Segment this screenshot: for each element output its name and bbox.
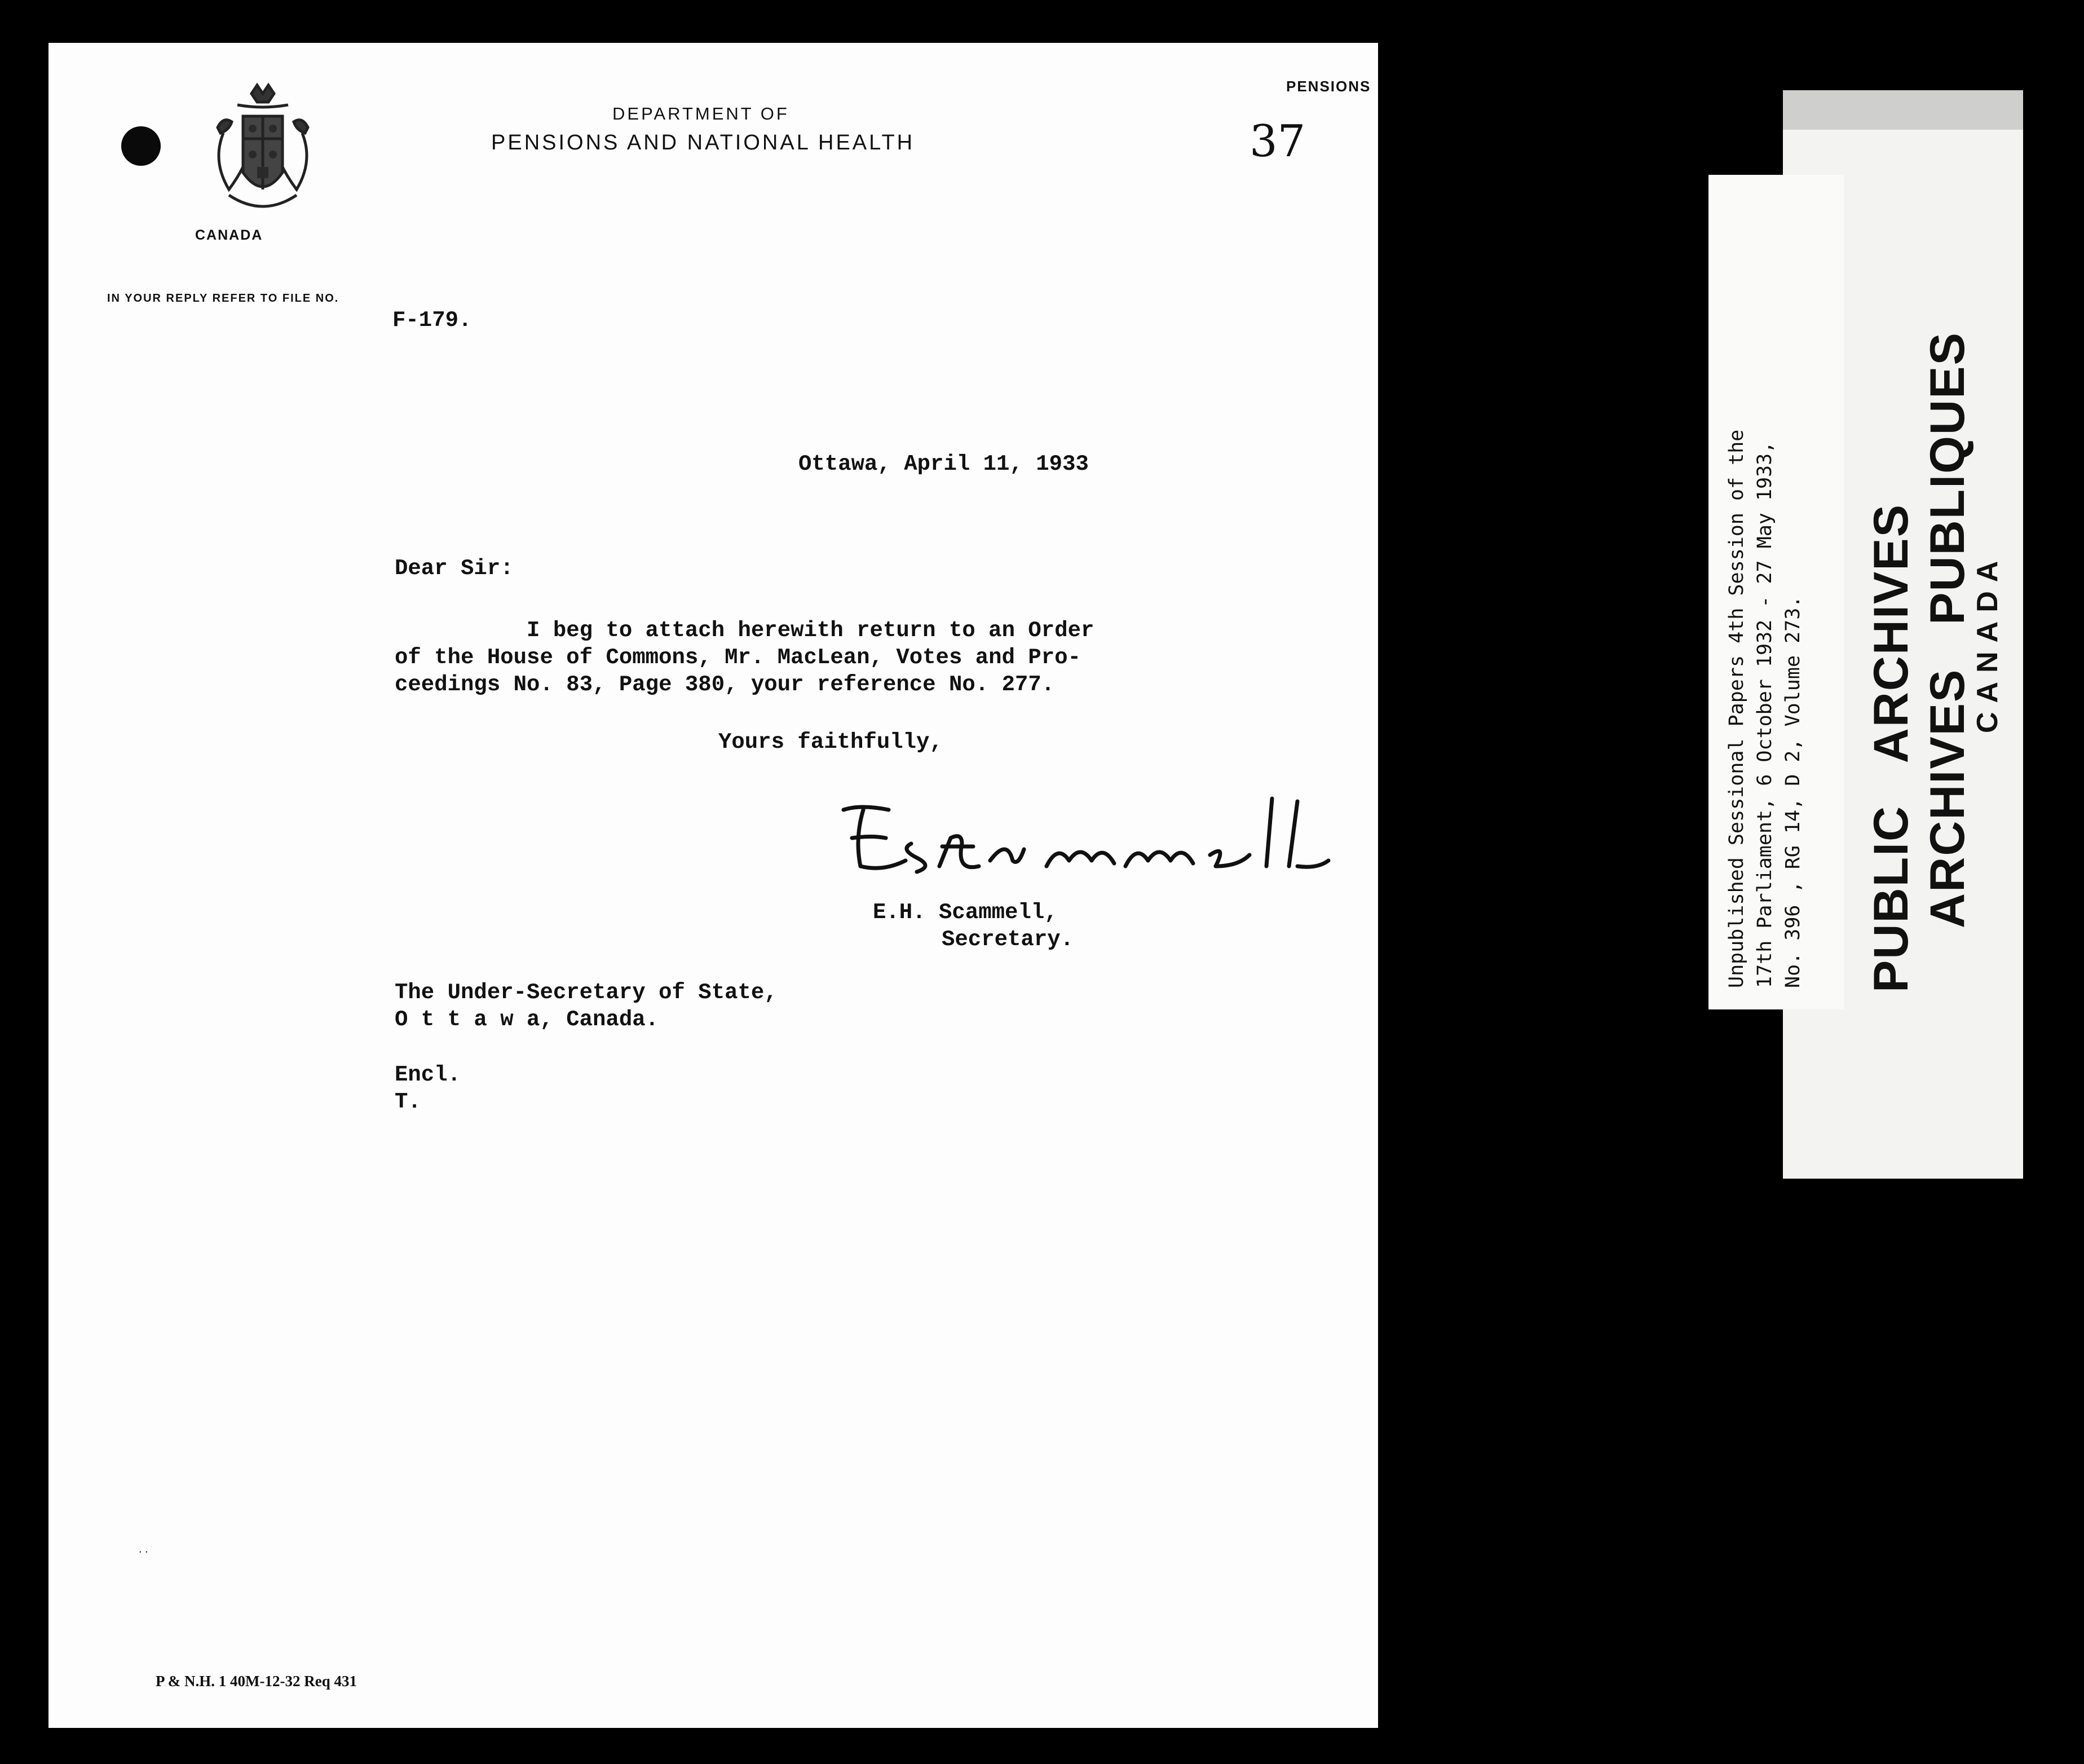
archive-stamp-french: ARCHIVES PUBLIQUES [1920, 332, 1975, 928]
reply-instruction: IN YOUR REPLY REFER TO FILE NO. [107, 292, 339, 305]
body-line: I beg to attach herewith return to an Order [395, 618, 1094, 643]
handwritten-signature [821, 776, 1362, 906]
country-label: CANADA [195, 227, 263, 243]
department-name: PENSIONS AND NATIONAL HEALTH [491, 131, 915, 155]
recipient-line: O t t a w a, Canada. [395, 1007, 659, 1032]
coat-of-arms-icon [189, 82, 336, 252]
letter-sheet [48, 43, 1378, 1728]
page-number: 37 [1249, 116, 1306, 167]
signatory-title: Secretary. [942, 927, 1074, 952]
recipient-line: The Under-Secretary of State, [395, 980, 778, 1005]
file-number: F-179. [392, 308, 472, 333]
body-line: ceedings No. 83, Page 380, your reference No. 277. [395, 672, 1055, 697]
category-label: PENSIONS [1286, 78, 1371, 95]
archive-stamp-english: PUBLIC ARCHIVES [1864, 504, 1918, 993]
enclosure-note: Encl. [395, 1062, 461, 1087]
archive-strip-edge [1783, 90, 2023, 130]
signatory-name: E.H. Scammell, [873, 900, 1058, 925]
salutation: Dear Sir: [395, 556, 514, 581]
archive-stamp-country: CANADA [1971, 552, 2004, 733]
form-code: P & N.H. 1 40M-12-32 Req 431 [156, 1673, 357, 1690]
margin-dots: . . [139, 1543, 148, 1555]
archive-label-line: 17th Parliament, 6 October 1932 - 27 May 1933, [1754, 441, 1776, 988]
archive-label-line: Unpublished Sessional Papers 4th Session of the [1725, 429, 1748, 988]
date-line: Ottawa, April 11, 1933 [798, 452, 1089, 477]
closing: Yours faithfully, [718, 730, 943, 755]
department-of: DEPARTMENT OF [612, 104, 789, 124]
typist-initial: T. [395, 1090, 421, 1114]
body-line: of the House of Commons, Mr. MacLean, Votes and Pro- [395, 645, 1081, 670]
archive-label-line: No. 396 , RG 14, D 2, Volume 273. [1782, 596, 1804, 988]
punch-hole [121, 126, 161, 166]
